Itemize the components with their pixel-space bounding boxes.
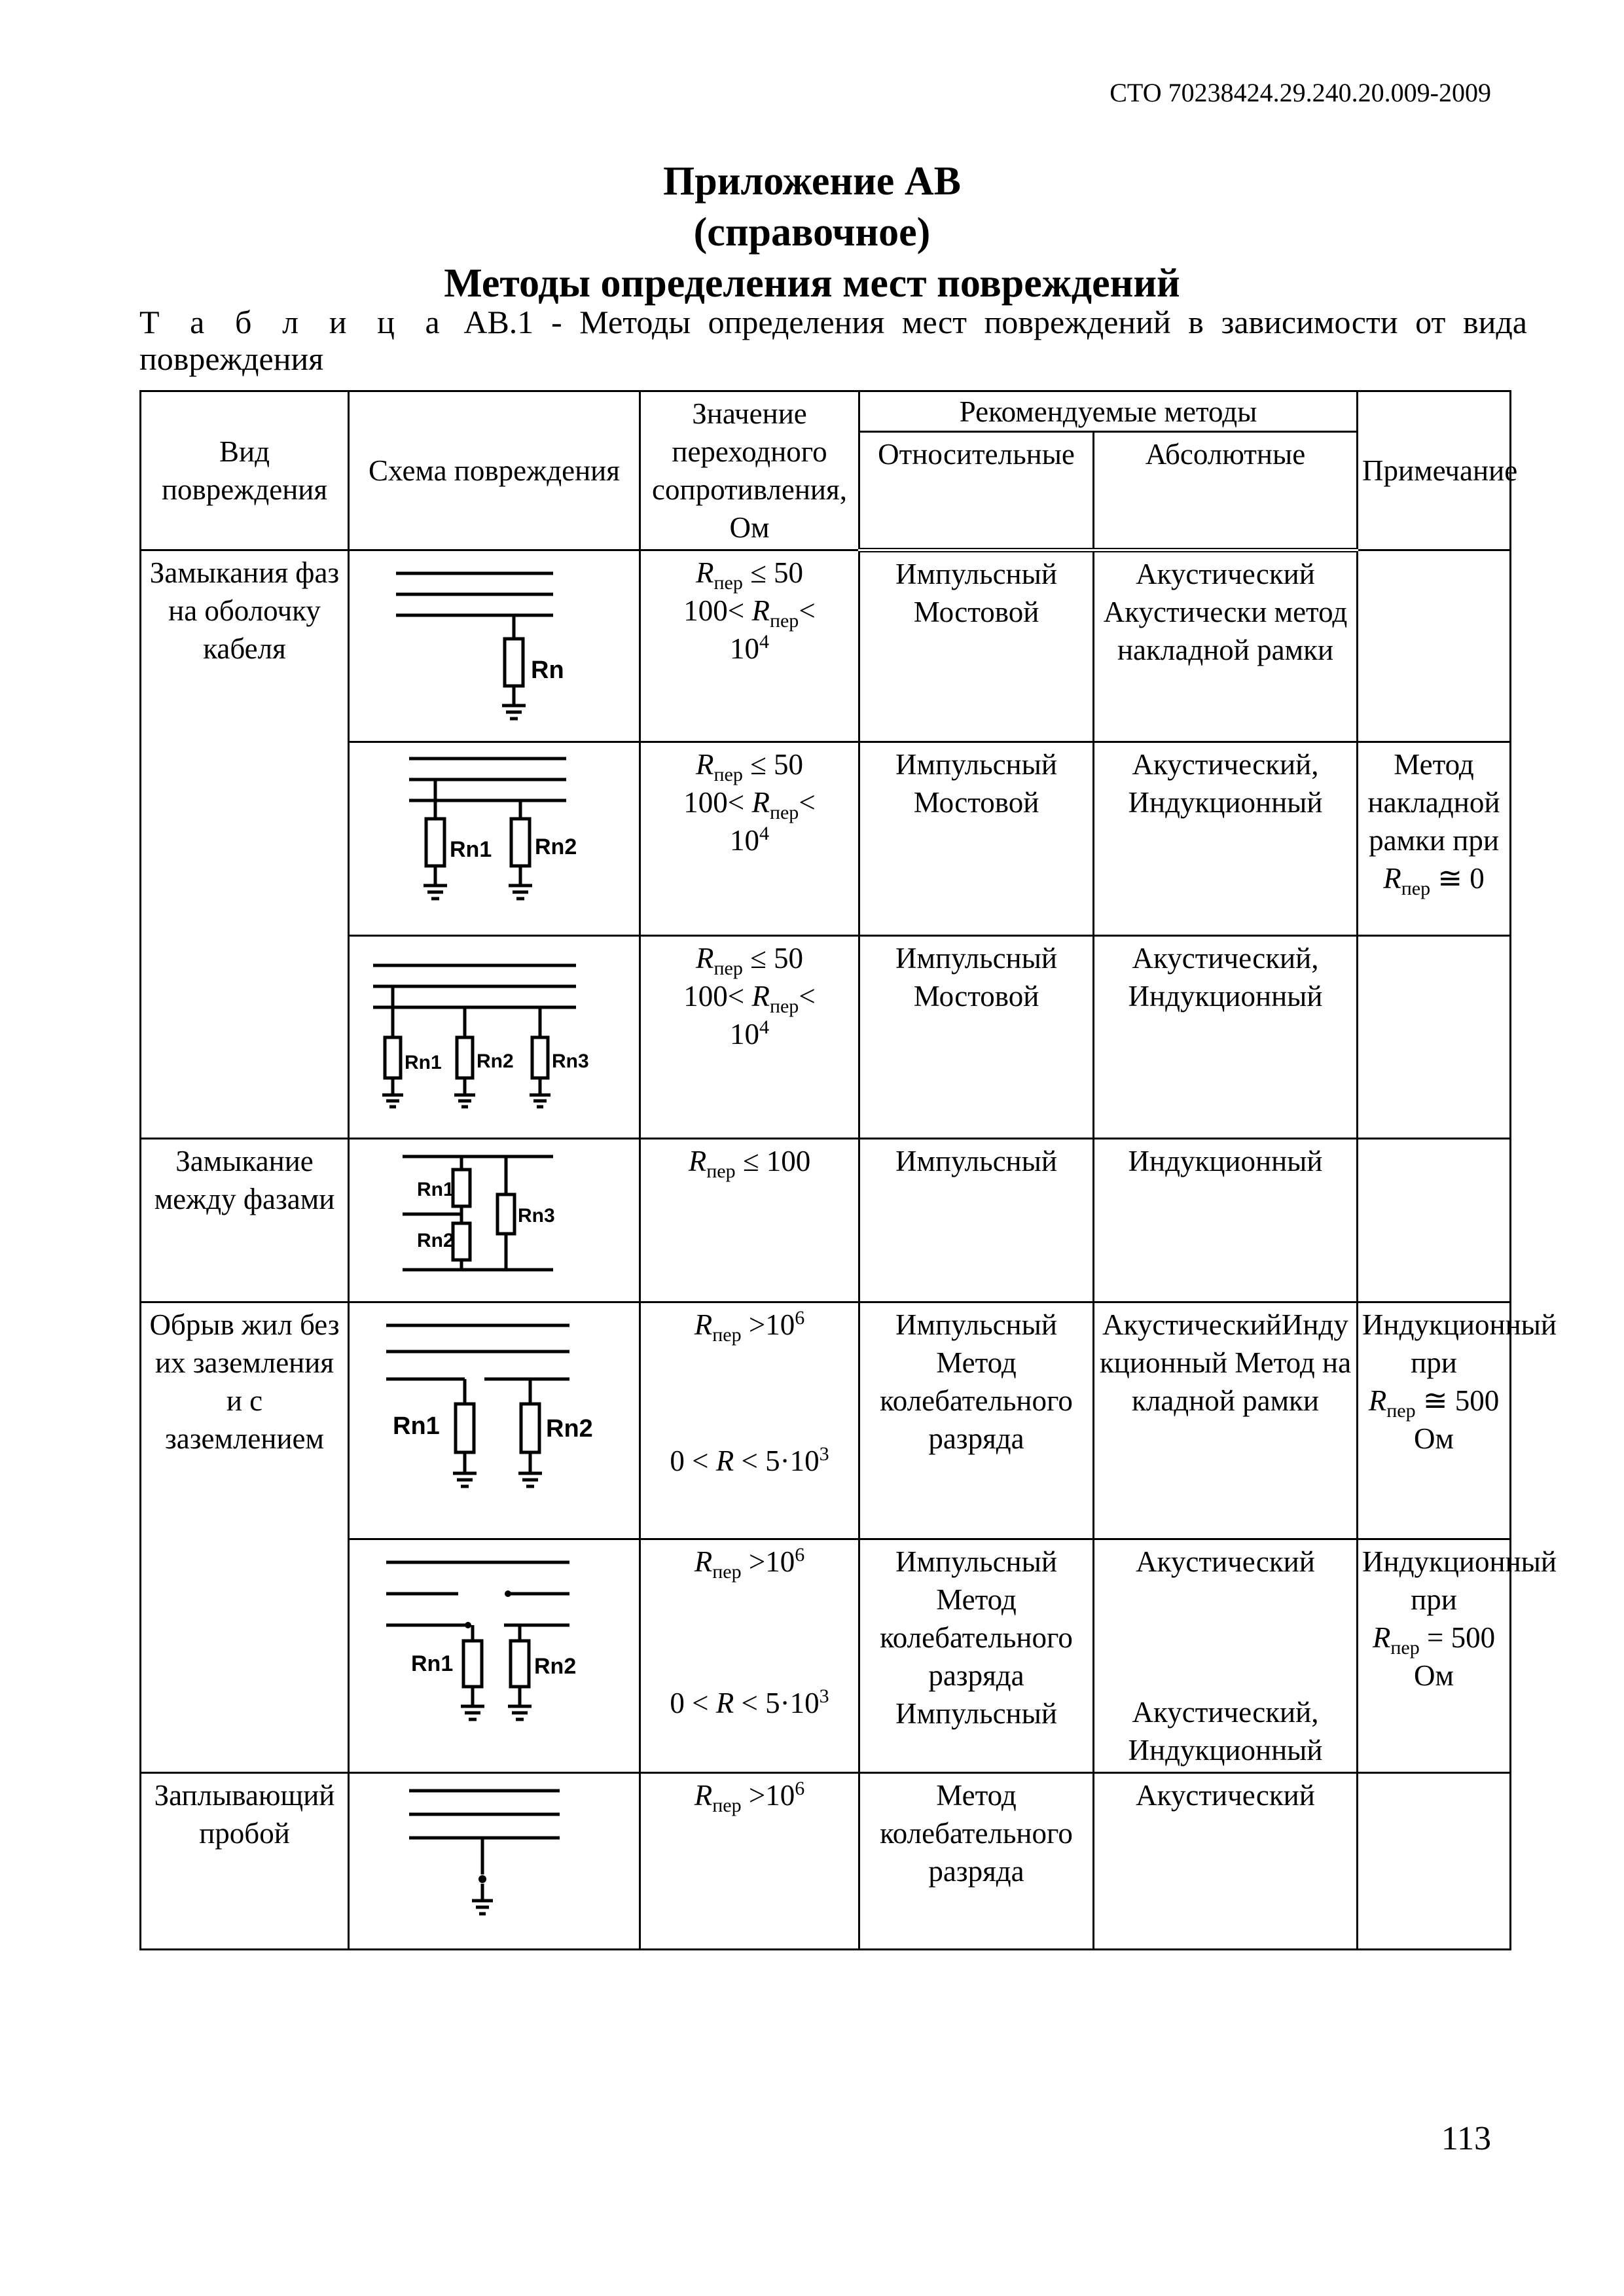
single-phase-ground-fault-diagram [357, 554, 632, 737]
appendix-subtitle: (справочное) [693, 210, 931, 255]
relative-methods: Метод колебательного разряда [859, 1773, 1094, 1950]
scheme-cell [349, 550, 640, 742]
scheme-cell [349, 1773, 640, 1950]
header-relative: Относительные [859, 432, 1094, 550]
rn2-label: Rn2 [534, 1654, 577, 1679]
appendix-heading: Методы определения мест повреждений [444, 261, 1180, 306]
header-resistance: Значение переходного сопротивления, Ом [640, 391, 859, 550]
relative-methods: Импульсный Метод колебательного разряда [859, 1302, 1094, 1539]
note-cell [1358, 1139, 1511, 1302]
table-row [141, 1773, 1511, 1950]
absolute-methods: Акустический, Индукционный [1094, 936, 1358, 1139]
fault-type-conductor-break: Обрыв жил без их заземления и с заземлением [141, 1302, 349, 1773]
table-row [141, 1302, 1511, 1539]
fault-type-flashing-breakdown: Заплывающий пробой [141, 1773, 349, 1950]
table-caption-label: Т а б л и ц а [139, 304, 446, 340]
header-methods: Рекомендуемые методы [859, 391, 1358, 432]
scheme-cell [349, 742, 640, 936]
note-cell: Индукционный при $R_{пер}$ ≅ 500 Ом [1358, 1302, 1511, 1539]
absolute-methods: Акустический, Индукционный [1094, 742, 1358, 936]
header-note: Примечание [1358, 391, 1511, 550]
flashing-breakdown-diagram [357, 1776, 632, 1933]
rn2-label: Rn2 [477, 1050, 514, 1072]
conductor-break-diagram [353, 1306, 635, 1522]
scheme-cell [349, 1302, 640, 1539]
rn3-label: Rn3 [518, 1205, 555, 1227]
note-cell: Метод накладной рамки при $R_{пер}$ ≅ 0 [1358, 742, 1511, 936]
fault-type-phase-to-phase: Замыкание между фазами [141, 1139, 349, 1302]
appendix-title: Приложение АВ [663, 159, 961, 204]
rn1-label: Rn1 [393, 1412, 440, 1440]
rn2-label: Rn2 [546, 1415, 593, 1443]
relative-methods: Импульсный Мостовой [859, 742, 1094, 936]
rn1-label: Rn1 [417, 1179, 454, 1200]
three-phase-ground-fault-diagram [353, 939, 635, 1129]
table-row [141, 550, 1511, 742]
relative-methods: Импульсный Мостовой [859, 936, 1094, 1139]
note-cell [1358, 550, 1511, 742]
scheme-cell [349, 936, 640, 1139]
resistance-cell: $R_{пер} >10^6$ [640, 1773, 859, 1950]
resistance-cell: $R_{пер} \le 50$ $100< R_{пер}<$ $10^4$ [640, 550, 859, 742]
fault-methods-table [139, 390, 1557, 1950]
relative-methods: Импульсный [859, 1139, 1094, 1302]
note-cell [1358, 1773, 1511, 1950]
rn2-label: Rn2 [535, 834, 577, 859]
scheme-cell [349, 1139, 640, 1302]
rn2-label: Rn2 [417, 1230, 454, 1251]
note-cell [1358, 936, 1511, 1139]
rn1-label: Rn1 [411, 1651, 454, 1676]
table-caption [139, 304, 1527, 377]
table-caption-text: АВ.1 - Методы определения мест повреждений в зависимости от вида повреждения [139, 304, 1527, 377]
absolute-methods: Акустический Акустический, Индукционный [1094, 1539, 1358, 1773]
phase-to-phase-fault-diagram [357, 1142, 632, 1293]
page-number: 113 [1441, 2120, 1491, 2157]
rn1-label: Rn1 [405, 1052, 442, 1073]
table-row [141, 1139, 1511, 1302]
resistance-cell: $R_{пер} \le 100$ [640, 1139, 859, 1302]
absolute-methods: Акустический Акустически метод накладной рамки [1094, 550, 1358, 742]
resistance-cell: $R_{пер} >10^6$ $0 < R < 5\cdot 10^3$ [640, 1539, 859, 1773]
header-scheme: Схема повреждения [349, 391, 640, 550]
relative-methods: Импульсный Мостовой [859, 550, 1094, 742]
absolute-methods: АкустическийИндукционный Метод накладной рамки [1094, 1302, 1358, 1539]
header-type: Вид повреждения [141, 391, 349, 550]
two-phase-ground-fault-diagram [357, 745, 632, 929]
resistance-cell: $R_{пер} \le 50$ $100< R_{пер}<$ $10^4$ [640, 936, 859, 1139]
resistance-cell: $R_{пер} \le 50$ $100< R_{пер}<$ $10^4$ [640, 742, 859, 936]
absolute-methods: Акустический [1094, 1773, 1358, 1950]
relative-methods: Импульсный Метод колебательного разряда Импульсный [859, 1539, 1094, 1773]
scheme-cell [349, 1539, 640, 1773]
absolute-methods: Индукционный [1094, 1139, 1358, 1302]
resistance-cell: $R_{пер} >10^6$ $0 < R < 5\cdot 10^3$ [640, 1302, 859, 1539]
note-cell: Индукционный при $R_{пер} = 500$ Ом [1358, 1539, 1511, 1773]
rn1-label: Rn1 [450, 837, 492, 862]
fault-type-phase-to-sheath: Замыкания фаз на оболочку кабеля [141, 550, 349, 1139]
rn3-label: Rn3 [552, 1050, 589, 1072]
header-absolute: Абсолютные [1094, 432, 1358, 550]
rn-label: Rn [531, 656, 564, 684]
conductor-break-grounded-diagram [353, 1543, 635, 1759]
document-code: СТО 70238424.29.240.20.009-2009 [1110, 78, 1491, 107]
